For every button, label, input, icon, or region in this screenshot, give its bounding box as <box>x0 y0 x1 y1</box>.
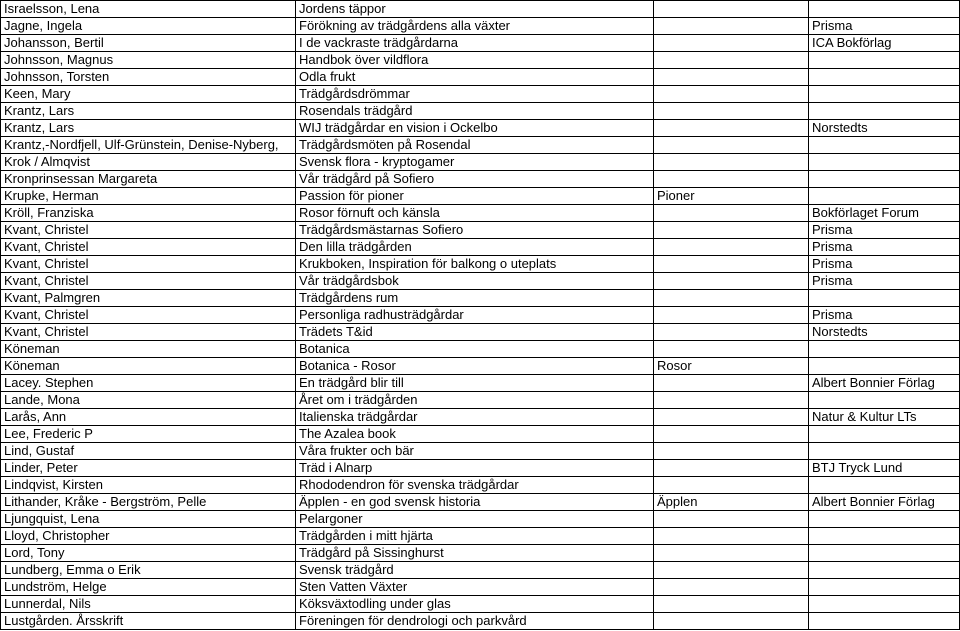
publisher-cell[interactable] <box>809 443 960 460</box>
title-cell[interactable]: Vår trädgård på Sofiero <box>296 171 654 188</box>
author-cell[interactable]: Lloyd, Christopher <box>1 528 296 545</box>
title-cell[interactable]: Köksväxtodling under glas <box>296 596 654 613</box>
table-row <box>1 18 960 35</box>
author-cell[interactable]: Krantz, Lars <box>1 103 296 120</box>
table-row <box>1 579 960 596</box>
table-row <box>1 205 960 222</box>
table-row <box>1 52 960 69</box>
publisher-cell[interactable]: Prisma <box>809 222 960 239</box>
publisher-cell[interactable] <box>809 69 960 86</box>
category-cell[interactable] <box>654 290 809 307</box>
publisher-cell[interactable]: Natur & Kultur LTs <box>809 409 960 426</box>
category-cell[interactable] <box>654 307 809 324</box>
table-row <box>1 86 960 103</box>
author-cell[interactable]: Johnsson, Torsten <box>1 69 296 86</box>
category-cell[interactable] <box>654 35 809 52</box>
publisher-cell[interactable] <box>809 103 960 120</box>
author-cell[interactable]: Köneman <box>1 341 296 358</box>
author-cell[interactable]: Kvant, Christel <box>1 222 296 239</box>
category-cell[interactable]: Rosor <box>654 358 809 375</box>
table-row <box>1 273 960 290</box>
table-row <box>1 324 960 341</box>
publisher-cell[interactable]: BTJ Tryck Lund <box>809 460 960 477</box>
title-cell[interactable]: Botanica <box>296 341 654 358</box>
category-cell[interactable] <box>654 477 809 494</box>
publisher-cell[interactable] <box>809 137 960 154</box>
table-row <box>1 613 960 630</box>
author-cell[interactable]: Jagne, Ingela <box>1 18 296 35</box>
publisher-cell[interactable] <box>809 86 960 103</box>
title-cell[interactable]: Trädgårdsmöten på Rosendal <box>296 137 654 154</box>
publisher-cell[interactable] <box>809 528 960 545</box>
category-cell[interactable] <box>654 613 809 630</box>
book-table-body <box>1 1 960 630</box>
publisher-cell[interactable] <box>809 171 960 188</box>
category-cell[interactable] <box>654 426 809 443</box>
publisher-cell[interactable] <box>809 188 960 205</box>
table-row <box>1 154 960 171</box>
title-cell[interactable]: WIJ trädgårdar en vision i Ockelbo <box>296 120 654 137</box>
category-cell[interactable] <box>654 137 809 154</box>
title-cell[interactable]: Föreningen för dendrologi och parkvård <box>296 613 654 630</box>
category-cell[interactable] <box>654 18 809 35</box>
author-cell[interactable]: Kvant, Christel <box>1 239 296 256</box>
author-cell[interactable]: Köneman <box>1 358 296 375</box>
category-cell[interactable] <box>654 205 809 222</box>
author-cell[interactable]: Kvant, Palmgren <box>1 290 296 307</box>
publisher-cell[interactable] <box>809 358 960 375</box>
table-row <box>1 69 960 86</box>
table-row <box>1 443 960 460</box>
category-cell[interactable] <box>654 511 809 528</box>
author-cell[interactable]: Ljungquist, Lena <box>1 511 296 528</box>
publisher-cell[interactable] <box>809 290 960 307</box>
title-cell[interactable]: Sten Vatten Växter <box>296 579 654 596</box>
table-row <box>1 171 960 188</box>
title-cell[interactable]: Krukboken, Inspiration för balkong o uteplats <box>296 256 654 273</box>
category-cell[interactable] <box>654 409 809 426</box>
table-row <box>1 103 960 120</box>
table-row <box>1 460 960 477</box>
table-row <box>1 307 960 324</box>
table-row <box>1 511 960 528</box>
publisher-cell[interactable] <box>809 52 960 69</box>
title-cell[interactable]: Pelargoner <box>296 511 654 528</box>
publisher-cell[interactable]: Prisma <box>809 273 960 290</box>
category-cell[interactable] <box>654 273 809 290</box>
title-cell[interactable]: Passion för pioner <box>296 188 654 205</box>
publisher-cell[interactable]: Albert Bonnier Förlag <box>809 375 960 392</box>
publisher-cell[interactable] <box>809 511 960 528</box>
table-row <box>1 239 960 256</box>
title-cell[interactable]: Våra frukter och bär <box>296 443 654 460</box>
author-cell[interactable]: Larås, Ann <box>1 409 296 426</box>
publisher-cell[interactable]: ICA Bokförlag <box>809 35 960 52</box>
title-cell[interactable]: Odla frukt <box>296 69 654 86</box>
category-cell[interactable] <box>654 171 809 188</box>
author-cell[interactable]: Lacey. Stephen <box>1 375 296 392</box>
author-cell[interactable]: Lord, Tony <box>1 545 296 562</box>
title-cell[interactable]: Italienska trädgårdar <box>296 409 654 426</box>
publisher-cell[interactable] <box>809 545 960 562</box>
author-cell[interactable]: Lithander, Kråke - Bergström, Pelle <box>1 494 296 511</box>
title-cell[interactable]: Rhododendron för svenska trädgårdar <box>296 477 654 494</box>
author-cell[interactable]: Johansson, Bertil <box>1 35 296 52</box>
publisher-cell[interactable] <box>809 341 960 358</box>
publisher-cell[interactable]: Prisma <box>809 256 960 273</box>
category-cell[interactable] <box>654 324 809 341</box>
title-cell[interactable]: Vår trädgårdsbok <box>296 273 654 290</box>
publisher-cell[interactable] <box>809 613 960 630</box>
category-cell[interactable] <box>654 443 809 460</box>
table-row <box>1 1 960 18</box>
title-cell[interactable]: Trädgårdens rum <box>296 290 654 307</box>
publisher-cell[interactable]: Norstedts <box>809 120 960 137</box>
category-cell[interactable] <box>654 86 809 103</box>
author-cell[interactable]: Lind, Gustaf <box>1 443 296 460</box>
publisher-cell[interactable]: Albert Bonnier Förlag <box>809 494 960 511</box>
publisher-cell[interactable]: Norstedts <box>809 324 960 341</box>
author-cell[interactable]: Kvant, Christel <box>1 256 296 273</box>
title-cell[interactable]: Svensk trädgård <box>296 562 654 579</box>
publisher-cell[interactable] <box>809 426 960 443</box>
author-cell[interactable]: Kvant, Christel <box>1 273 296 290</box>
title-cell[interactable]: Förökning av trädgårdens alla växter <box>296 18 654 35</box>
title-cell[interactable]: Trädets T&id <box>296 324 654 341</box>
table-row <box>1 341 960 358</box>
publisher-cell[interactable]: Prisma <box>809 18 960 35</box>
title-cell[interactable]: Jordens täppor <box>296 1 654 18</box>
publisher-cell[interactable] <box>809 579 960 596</box>
category-cell[interactable] <box>654 154 809 171</box>
publisher-cell[interactable] <box>809 154 960 171</box>
title-cell[interactable]: Den lilla trädgården <box>296 239 654 256</box>
category-cell[interactable] <box>654 562 809 579</box>
publisher-cell[interactable]: Bokförlaget Forum <box>809 205 960 222</box>
author-cell[interactable]: Kronprinsessan Margareta <box>1 171 296 188</box>
title-cell[interactable]: The Azalea book <box>296 426 654 443</box>
table-row <box>1 596 960 613</box>
title-cell[interactable]: Trädgårdsdrömmar <box>296 86 654 103</box>
table-row <box>1 35 960 52</box>
author-cell[interactable]: Kvant, Christel <box>1 324 296 341</box>
table-row <box>1 545 960 562</box>
publisher-cell[interactable]: Prisma <box>809 239 960 256</box>
table-row <box>1 375 960 392</box>
title-cell[interactable]: Rosor förnuft och känsla <box>296 205 654 222</box>
title-cell[interactable]: Handbok över vildflora <box>296 52 654 69</box>
title-cell[interactable]: Trädgård på Sissinghurst <box>296 545 654 562</box>
category-cell[interactable]: Pioner <box>654 188 809 205</box>
category-cell[interactable] <box>654 103 809 120</box>
category-cell[interactable] <box>654 392 809 409</box>
publisher-cell[interactable] <box>809 1 960 18</box>
title-cell[interactable]: Trädgården i mitt hjärta <box>296 528 654 545</box>
title-cell[interactable]: Personliga radhusträdgårdar <box>296 307 654 324</box>
title-cell[interactable]: Året om i trädgården <box>296 392 654 409</box>
title-cell[interactable]: Äpplen - en god svensk historia <box>296 494 654 511</box>
author-cell[interactable]: Krantz,-Nordfjell, Ulf-Grünstein, Denise-Nyberg, <box>1 137 296 154</box>
table-row <box>1 120 960 137</box>
author-cell[interactable]: Kvant, Christel <box>1 307 296 324</box>
author-cell[interactable]: Johnsson, Magnus <box>1 52 296 69</box>
category-cell[interactable] <box>654 579 809 596</box>
table-row <box>1 290 960 307</box>
author-cell[interactable]: Krok / Almqvist <box>1 154 296 171</box>
publisher-cell[interactable] <box>809 596 960 613</box>
category-cell[interactable] <box>654 120 809 137</box>
table-row <box>1 528 960 545</box>
author-cell[interactable]: Israelsson, Lena <box>1 1 296 18</box>
publisher-cell[interactable] <box>809 562 960 579</box>
author-cell[interactable]: Lande, Mona <box>1 392 296 409</box>
table-row <box>1 426 960 443</box>
table-row <box>1 222 960 239</box>
publisher-cell[interactable]: Prisma <box>809 307 960 324</box>
author-cell[interactable]: Krupke, Herman <box>1 188 296 205</box>
category-cell[interactable] <box>654 596 809 613</box>
author-cell[interactable]: Lee, Frederic P <box>1 426 296 443</box>
category-cell[interactable] <box>654 1 809 18</box>
table-row <box>1 494 960 511</box>
author-cell[interactable]: Krantz, Lars <box>1 120 296 137</box>
category-cell[interactable] <box>654 69 809 86</box>
category-cell[interactable] <box>654 52 809 69</box>
category-cell[interactable] <box>654 222 809 239</box>
table-row <box>1 358 960 375</box>
title-cell[interactable]: Träd i Alnarp <box>296 460 654 477</box>
table-row <box>1 188 960 205</box>
category-cell[interactable] <box>654 460 809 477</box>
author-cell[interactable]: Kröll, Franziska <box>1 205 296 222</box>
author-cell[interactable]: Lunnerdal, Nils <box>1 596 296 613</box>
table-row <box>1 477 960 494</box>
title-cell[interactable]: Trädgårdsmästarnas Sofiero <box>296 222 654 239</box>
category-cell[interactable] <box>654 545 809 562</box>
table-row <box>1 256 960 273</box>
category-cell[interactable]: Äpplen <box>654 494 809 511</box>
title-cell[interactable]: Rosendals trädgård <box>296 103 654 120</box>
publisher-cell[interactable] <box>809 392 960 409</box>
author-cell[interactable]: Lundström, Helge <box>1 579 296 596</box>
title-cell[interactable]: I de vackraste trädgårdarna <box>296 35 654 52</box>
table-row <box>1 392 960 409</box>
author-cell[interactable]: Lundberg, Emma o Erik <box>1 562 296 579</box>
table-row <box>1 562 960 579</box>
title-cell[interactable]: Svensk flora - kryptogamer <box>296 154 654 171</box>
author-cell[interactable]: Linder, Peter <box>1 460 296 477</box>
publisher-cell[interactable] <box>809 477 960 494</box>
category-cell[interactable] <box>654 375 809 392</box>
title-cell[interactable]: Botanica - Rosor <box>296 358 654 375</box>
author-cell[interactable]: Lindqvist, Kirsten <box>1 477 296 494</box>
author-cell[interactable]: Keen, Mary <box>1 86 296 103</box>
table-row <box>1 137 960 154</box>
table-row <box>1 409 960 426</box>
author-cell[interactable]: Lustgården. Årsskrift <box>1 613 296 630</box>
category-cell[interactable] <box>654 528 809 545</box>
category-cell[interactable] <box>654 341 809 358</box>
category-cell[interactable] <box>654 239 809 256</box>
category-cell[interactable] <box>654 256 809 273</box>
title-cell[interactable]: En trädgård blir till <box>296 375 654 392</box>
